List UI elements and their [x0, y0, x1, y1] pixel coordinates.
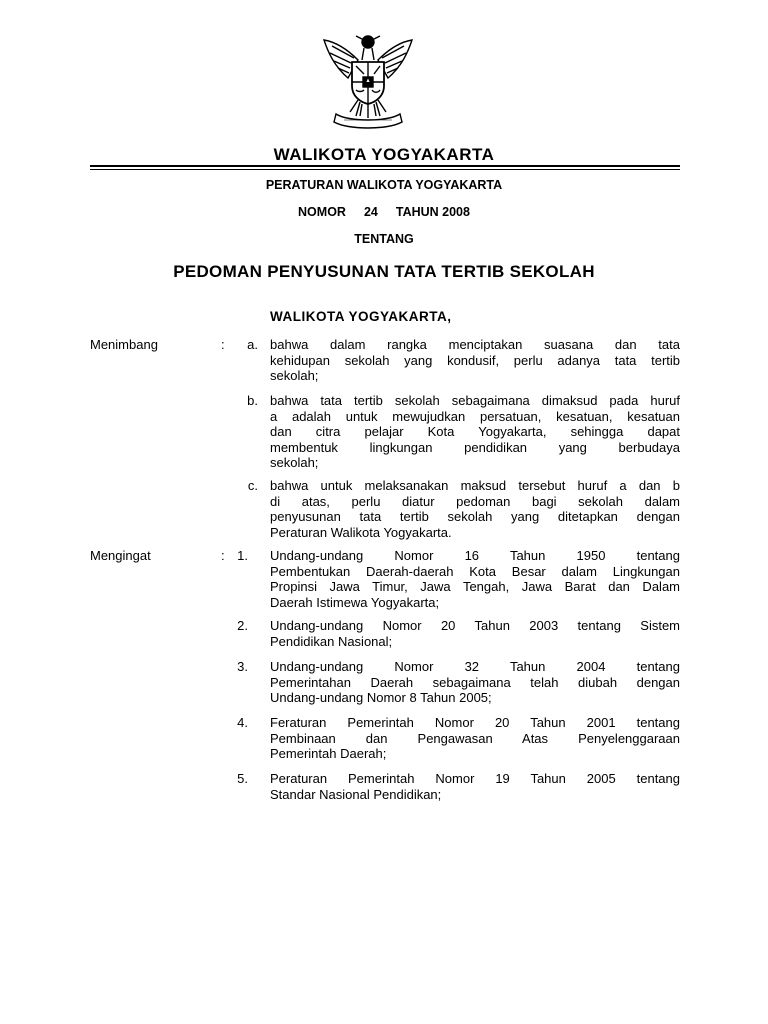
menimbang-label: Menimbang [90, 337, 158, 352]
mengingat-item-marker: 2. [237, 618, 248, 633]
text-line: Pendidikan Nasional; [270, 633, 393, 649]
tahun-text: TAHUN 2008 [395, 205, 470, 219]
text-line: Pembinaan dan Pengawasan Atas Penyelenggaraan [270, 730, 680, 746]
menimbang-item-text [270, 337, 680, 384]
text-line: membentuk lingkungan pendidikan yang berbudaya [270, 439, 680, 455]
menimbang-item-marker: b. [247, 393, 258, 408]
text-line: Feraturan Pemerintah Nomor 20 Tahun 2001 tentang [270, 715, 680, 730]
mengingat-item-text [270, 618, 680, 649]
text-line: bahwa dalam rangka menciptakan suasana dan tata [270, 337, 680, 352]
mengingat-colon: : [221, 548, 225, 563]
text-line: sekolah; [270, 368, 319, 383]
text-line: kehidupan sekolah yang kondusif, perlu adanya tata tertib [270, 352, 680, 368]
text-line: Pemerintahan Daerah sebagaimana telah diubah dengan [270, 674, 680, 690]
garuda-emblem-icon [318, 30, 418, 134]
text-line: Standar Nasional Pendidikan; [270, 786, 442, 802]
mengingat-item-marker: 4. [237, 715, 248, 730]
text-line: Peraturan Walikota Yogyakarta. [270, 524, 452, 540]
mengingat-item-marker: 3. [237, 659, 248, 674]
text-line: Peraturan Pemerintah Nomor 19 Tahun 2005 tentang [270, 771, 680, 786]
text-line: bahwa untuk melaksanakan maksud tersebut huruf a dan b [270, 478, 680, 493]
header-title: WALIKOTA YOGYAKARTA [273, 145, 495, 164]
issuer-heading: WALIKOTA YOGYAKARTA, [270, 309, 452, 324]
text-line: sekolah; [270, 455, 319, 470]
menimbang-item-marker: c. [247, 478, 258, 493]
mengingat-item-text [270, 659, 680, 706]
menimbang-item-marker: a. [247, 337, 258, 352]
nomor-value: 24 [363, 205, 378, 219]
mengingat-item-marker: 1. [237, 548, 248, 563]
nomor-row [0, 205, 768, 219]
mengingat-item-text [270, 548, 680, 610]
mengingat-item-marker: 5. [237, 771, 248, 786]
header-rule-thick [90, 165, 680, 167]
text-line: Undang-undang Nomor 32 Tahun 2004 tentang [270, 659, 680, 674]
text-line: penyusunan tata tertib sekolah yang ditetapkan dengan [270, 509, 680, 524]
text-line: Undang-undang Nomor 8 Tahun 2005; [270, 690, 492, 705]
text-line: Pembentukan Daerah-daerah Kota Besar dalam Lingkungan [270, 563, 680, 579]
text-line: a adalah untuk mewujudkan persatuan, kesatuan, kesatuan [270, 408, 680, 424]
text-line: bahwa tata tertib sekolah sebagaimana dimaksud pada huruf [270, 393, 680, 408]
regulation-title: PERATURAN WALIKOTA YOGYAKARTA [265, 178, 503, 192]
text-line: Daerah Istimewa Yogyakarta; [270, 594, 440, 610]
text-line: di atas, perlu diatur pedoman bagi sekolah dalam [270, 493, 680, 509]
text-line: dan citra pelajar Kota Yogyakarta, sehingga dapat [270, 424, 680, 439]
mengingat-label: Mengingat [90, 548, 151, 563]
tentang-label: TENTANG [354, 232, 414, 246]
text-line: Undang-undang Nomor 16 Tahun 1950 tentang [270, 548, 680, 563]
text-line: Propinsi Jawa Timur, Jawa Tengah, Jawa Barat dan Dalam [270, 579, 680, 594]
nomor-label: NOMOR [298, 205, 346, 219]
header-rule-thin [90, 169, 680, 170]
menimbang-colon: : [221, 337, 225, 352]
menimbang-item-text [270, 393, 680, 471]
mengingat-item-text [270, 771, 680, 802]
menimbang-item-text [270, 478, 680, 540]
text-line: Pemerintah Daerah; [270, 746, 387, 761]
mengingat-item-text [270, 715, 680, 762]
regulation-subject: PEDOMAN PENYUSUNAN TATA TERTIB SEKOLAH [173, 262, 595, 281]
text-line: Undang-undang Nomor 20 Tahun 2003 tentang Sistem [270, 618, 680, 633]
